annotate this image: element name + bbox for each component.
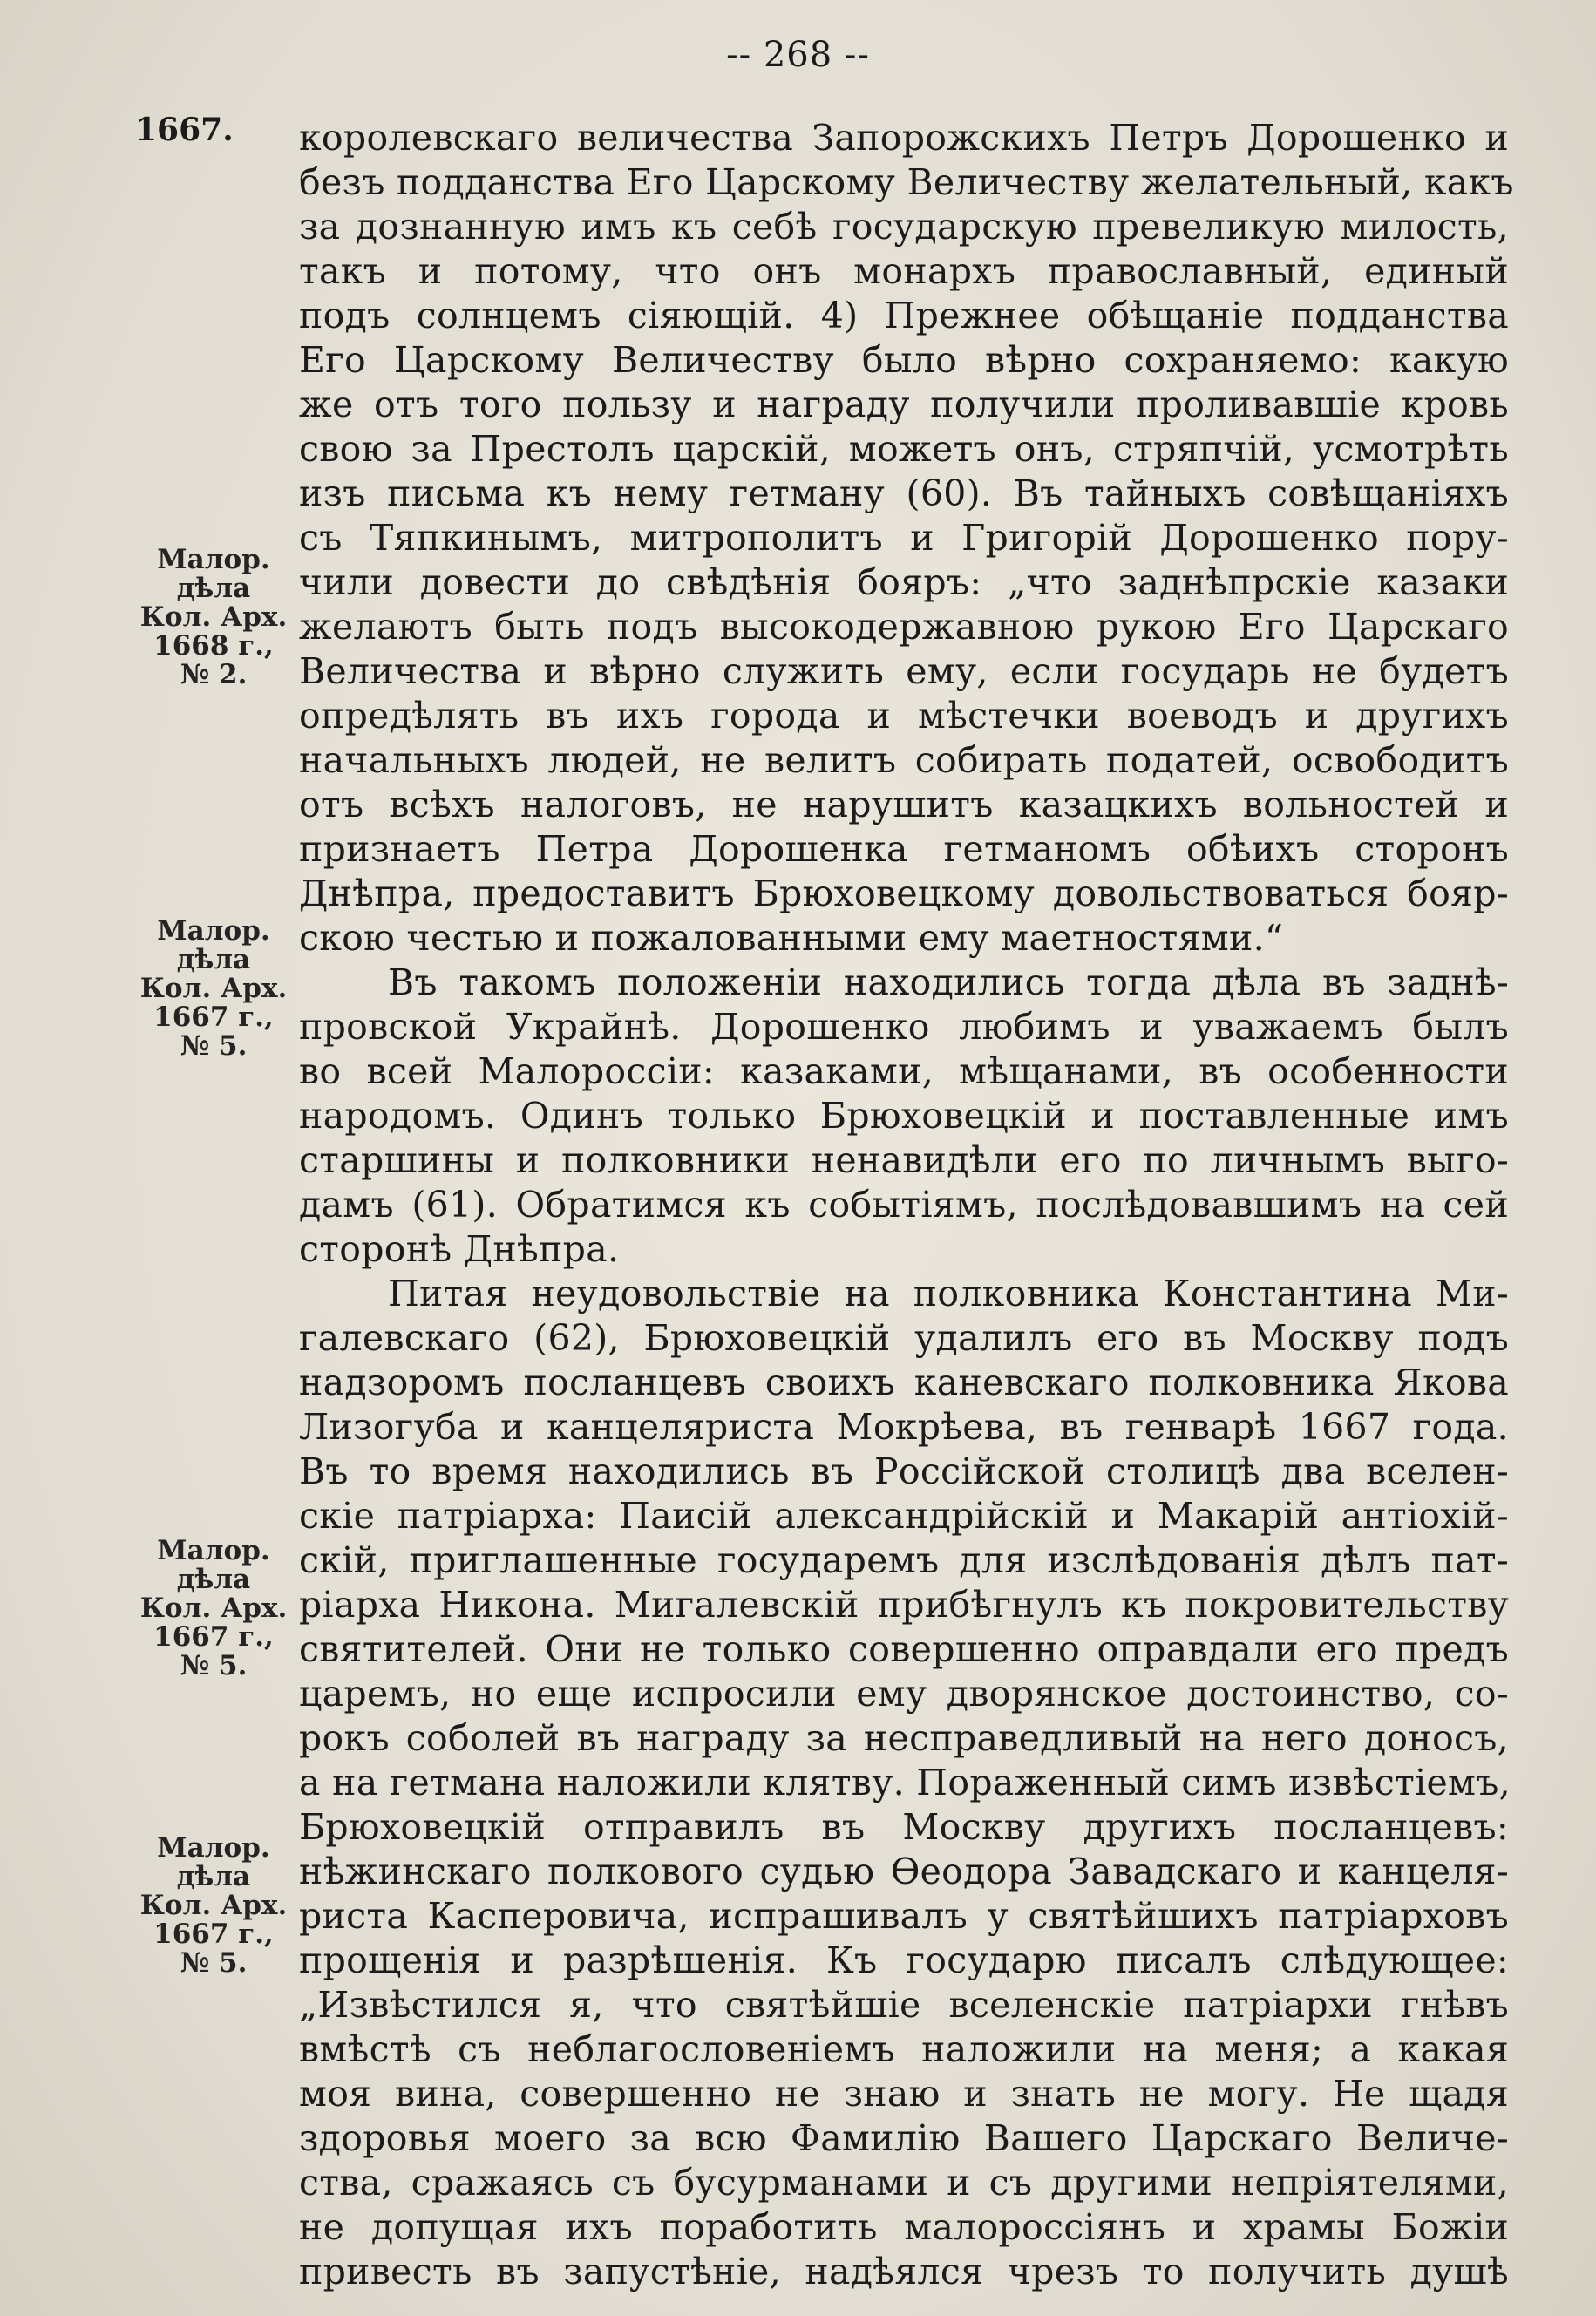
text-line: за дознанную имъ къ себѣ государскую превеликую милость,	[299, 206, 1509, 248]
margin-note-line: Кол. Арх.	[139, 601, 288, 633]
text-line: Величества и вѣрно служить ему, если государь не будетъ	[299, 650, 1509, 692]
text-line: во всей Малороссіи: казаками, мѣщанами, въ особенности	[299, 1050, 1509, 1092]
margin-note-line: дѣла	[176, 573, 251, 604]
margin-note-line: дѣла	[176, 1564, 251, 1595]
text-line: скою честью и пожалованными ему маетностями.“	[299, 917, 1284, 959]
text-line: ства, сражаясь съ бусурманами и съ другими непріятелями,	[299, 2162, 1509, 2204]
margin-note-line: Малор.	[157, 1832, 270, 1864]
text-line: признаетъ Петра Дорошенка гетманомъ обѣихъ сторонъ	[299, 828, 1509, 870]
text-line: сторонѣ Днѣпра.	[299, 1228, 620, 1270]
margin-note-line: дѣла	[176, 944, 251, 975]
text-line: королевскаго величества Запорожскихъ Петръ Дорошенко и	[299, 117, 1509, 159]
text-line: желаютъ быть подъ высокодержавною рукою Его Царскаго	[299, 606, 1509, 648]
text-line: скіе патріарха: Паисій александрійскій и Макарій антіохій-	[299, 1495, 1509, 1537]
margin-note-line: Малор.	[157, 544, 270, 575]
text-line: скій, приглашенные государемъ для изслѣдованія дѣлъ пат-	[299, 1539, 1509, 1581]
margin-note-line: № 5.	[180, 1650, 248, 1681]
margin-note-line: № 5.	[180, 1030, 248, 1062]
text-line: царемъ, но еще испросили ему дворянское достоинство, со-	[299, 1673, 1509, 1715]
text-line: надзоромъ посланцевъ своихъ каневскаго полковника Якова	[299, 1362, 1509, 1403]
margin-note-line: № 5.	[180, 1947, 248, 1979]
text-line: ріарха Никона. Мигалевскій прибѣгнулъ къ покровительству	[299, 1584, 1509, 1626]
margin-note-line: дѣла	[176, 1861, 251, 1892]
text-line: привесть въ запустѣніе, надѣялся чрезъ то получить душѣ	[299, 2251, 1509, 2292]
text-line: Его Царскому Величеству было вѣрно сохраняемо: какую	[299, 339, 1509, 381]
margin-note-line: № 2.	[180, 659, 248, 690]
margin-note-line: Кол. Арх.	[139, 1593, 288, 1624]
text-line: опредѣлять въ ихъ города и мѣстечки воеводъ и другихъ	[299, 695, 1509, 737]
text-line: дамъ (61). Обратимся къ событіямъ, послѣдовавшимъ на сей	[299, 1184, 1509, 1226]
text-line: Брюховецкій отправилъ въ Москву другихъ посланцевъ:	[299, 1806, 1509, 1848]
text-line: галевскаго (62), Брюховецкій удалилъ его въ Москву подъ	[299, 1317, 1509, 1359]
text-line: провской Украйнѣ. Дорошенко любимъ и уважаемъ былъ	[299, 1006, 1509, 1048]
text-line: моя вина, совершенно не знаю и знать не могу. Не щадя	[299, 2073, 1509, 2115]
text-line: Въ такомъ положеніи находились тогда дѣла въ заднѣ-	[388, 961, 1509, 1003]
text-line: Лизогуба и канцеляриста Мокрѣева, въ генварѣ 1667 года.	[299, 1406, 1509, 1448]
text-line: риста Касперовича, испрашивалъ у святѣйшихъ патріарховъ	[299, 1895, 1509, 1937]
margin-note-line: 1667 г.,	[153, 1621, 274, 1653]
text-line: вмѣстѣ съ неблагословеніемъ наложили на меня; а какая	[299, 2028, 1509, 2070]
text-line: съ Тяпкинымъ, митрополитъ и Григорій Дорошенко пору-	[299, 517, 1509, 559]
text-line: же отъ того пользу и награду получили проливавшіе кровь	[299, 384, 1509, 425]
text-line: не допущая ихъ поработить малороссіянъ и храмы Божіи	[299, 2206, 1509, 2248]
text-line: а на гетмана наложили клятву. Пораженный симъ извѣстіемъ,	[299, 1762, 1511, 1803]
text-line: нѣжинскаго полкового судью Ѳеодора Завадскаго и канцеля-	[299, 1851, 1509, 1892]
margin-note-line: Малор.	[157, 915, 270, 947]
text-line: святителей. Они не только совершенно оправдали его предъ	[299, 1628, 1509, 1670]
margin-note	[131, 1537, 296, 1681]
text-line: здоровья моего за всю Фамилію Вашего Царскаго Величе-	[299, 2117, 1509, 2159]
text-line: отъ всѣхъ налоговъ, не нарушитъ казацкихъ вольностей и	[299, 784, 1509, 825]
margin-note-line: Малор.	[157, 1535, 270, 1566]
margin-note-line: Кол. Арх.	[139, 1890, 288, 1921]
margin-note	[131, 546, 296, 689]
margin-note-line: 1667 г.,	[153, 1919, 274, 1950]
text-line: „Извѣстился я, что святѣйшіе вселенскіе патріархи гнѣвъ	[299, 1984, 1509, 2026]
margin-note-line: 1667 г.,	[153, 1002, 274, 1033]
margin-note-line: Кол. Арх.	[139, 973, 288, 1004]
margin-note	[131, 917, 296, 1061]
text-line: свою за Престолъ царскій, можетъ онъ, стряпчій, усмотрѣть	[299, 428, 1509, 470]
margin-note	[131, 1834, 296, 1978]
text-line: рокъ соболей въ награду за несправедливый на него доносъ,	[299, 1717, 1509, 1759]
text-line: старшины и полковники ненавидѣли его по личнымъ выго-	[299, 1139, 1509, 1181]
text-line: Питая неудовольствіе на полковника Константина Ми-	[388, 1273, 1509, 1314]
text-line: такъ и потому, что онъ монархъ православный, единый	[299, 250, 1509, 292]
text-line: Въ то время находились въ Россійской столицѣ два вселен-	[299, 1450, 1509, 1492]
text-line: народомъ. Одинъ только Брюховецкій и поставленные имъ	[299, 1095, 1509, 1137]
text-line: безъ подданства Его Царскому Величеству желательный, какъ	[299, 161, 1514, 203]
body-text	[299, 116, 1514, 2294]
margin-note-line: 1668 г.,	[153, 630, 274, 662]
text-line: чили довести до свѣдѣнія бояръ: „что заднѣпрскіе казаки	[299, 561, 1509, 603]
text-line: начальныхъ людей, не велитъ собирать податей, освободитъ	[299, 739, 1509, 781]
text-line: Днѣпра, предоставитъ Брюховецкому довольствоваться бояр-	[299, 873, 1509, 914]
text-line: изъ письма къ нему гетману (60). Въ тайныхъ совѣщаніяхъ	[299, 472, 1509, 514]
year-marker: 1667.	[135, 112, 234, 148]
text-line: подъ солнцемъ сіяющій. 4) Прежнее обѣщаніе подданства	[299, 295, 1509, 336]
page-number: -- 268 --	[726, 35, 870, 75]
text-line: прощенія и разрѣшенія. Къ государю писалъ слѣдующее:	[299, 1939, 1509, 1981]
